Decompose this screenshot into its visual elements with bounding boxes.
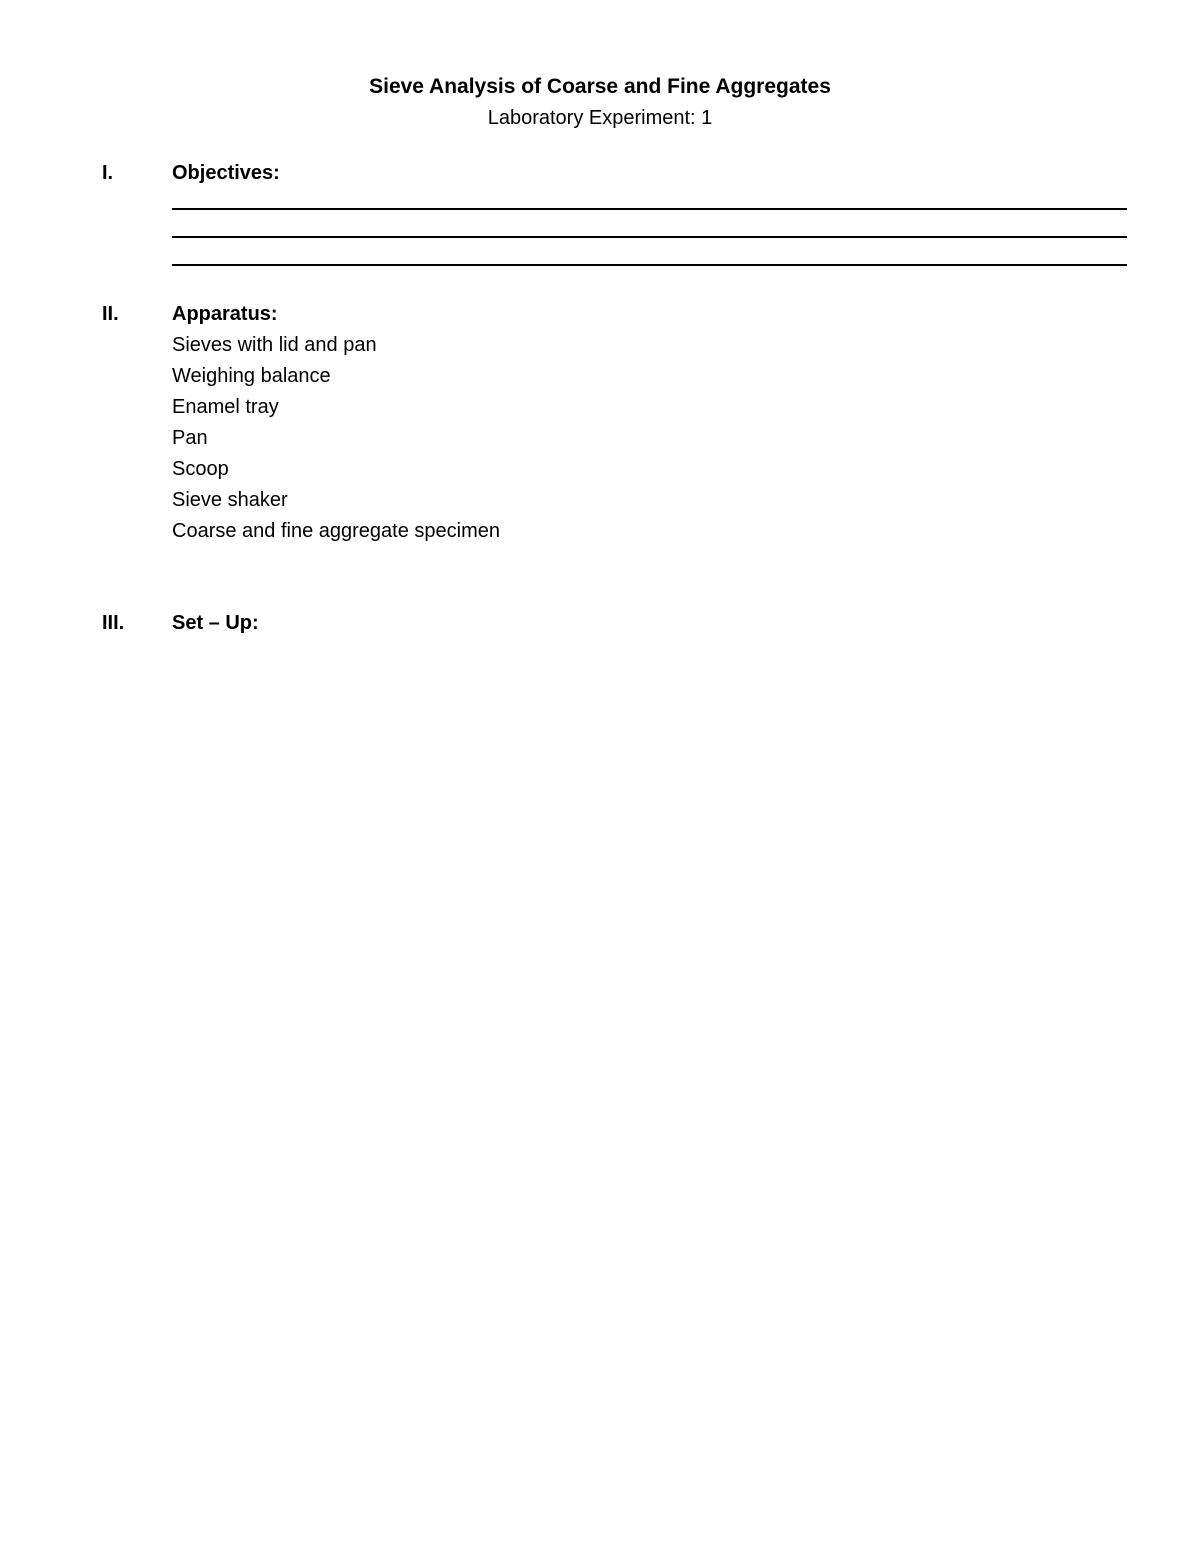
list-item: Enamel tray: [172, 396, 279, 418]
list-item: Sieves with lid and pan: [172, 334, 377, 356]
objectives-answer-line: [172, 236, 1127, 238]
section-heading-setup: Set – Up:: [172, 612, 259, 634]
document-subtitle: Laboratory Experiment: 1: [487, 107, 713, 129]
apparatus-list: [172, 330, 500, 547]
list-item: Weighing balance: [172, 365, 331, 387]
section-numeral-objectives: I.: [102, 162, 114, 184]
section-heading-apparatus: Apparatus:: [172, 303, 278, 325]
list-item: Coarse and fine aggregate specimen: [172, 520, 500, 542]
list-item: Sieve shaker: [172, 489, 288, 511]
objectives-answer-line: [172, 208, 1127, 210]
document-title: Sieve Analysis of Coarse and Fine Aggregates: [369, 75, 831, 98]
list-item: Pan: [172, 427, 208, 449]
section-numeral-apparatus: II.: [102, 303, 119, 325]
section-heading-objectives: Objectives:: [172, 162, 280, 184]
list-item: Scoop: [172, 458, 229, 480]
section-numeral-setup: III.: [102, 612, 125, 634]
objectives-answer-line: [172, 264, 1127, 266]
